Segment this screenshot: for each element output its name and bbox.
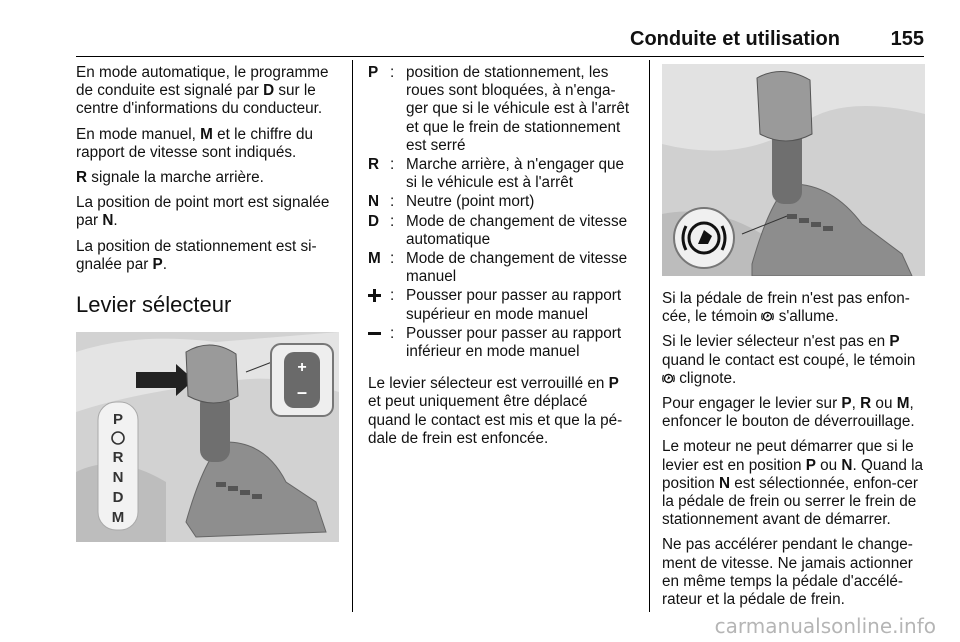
shift-up-label: + [297, 359, 307, 377]
paragraph: En mode manuel, M et le chiffre du rapport de vitesse sont indiqués. [76, 125, 313, 161]
list-item: M : Mode de changement de vitesse manuel [368, 250, 634, 286]
chapter-title: Conduite et utilisation [630, 28, 840, 50]
shift-down-label: – [296, 382, 308, 403]
def-key: M [368, 250, 381, 268]
brake-warning-figure [662, 64, 925, 276]
paragraph: Le levier sélecteur est verrouillé en P et peut uniquement être déplacé quand le contact est mis et que la pé-dale de frein est enfoncée. [368, 375, 623, 447]
list-item: : Pousser pour passer au rapport inférieur en mode manuel [368, 325, 634, 361]
def-value: Neutre (point mort) [406, 193, 535, 211]
def-key: P [368, 64, 379, 81]
def-key: R [368, 156, 380, 174]
gear-label-n: N [112, 469, 124, 487]
paragraph: La position de point mort est signalée par N. [76, 194, 330, 230]
watermark: carmanualsonline.info [714, 614, 936, 638]
list-item: R : Marche arrière, à n'engager que si le véhicule est à l'arrêt [368, 156, 634, 192]
gear-label-r: R [112, 449, 124, 467]
column-2 [368, 64, 634, 455]
list-item: P : position de stationnement, les roues sont bloquées, à n'enga-ger que si le véhicule est à l'arrêt et que le frein de stationnement est serré [368, 64, 634, 155]
paragraph: Si la pédale de frein n'est pas enfon-cée, le témoin s'allume. [662, 290, 910, 326]
gear-knob [757, 71, 812, 141]
brake-warning-icon [662, 372, 675, 385]
column-divider-1 [352, 60, 353, 612]
paragraph: La position de stationnement est si-gnalée par P. [76, 237, 317, 273]
def-value: Mode de changement de vitesse manuel [406, 250, 628, 286]
list-item: N : Neutre (point mort) [368, 193, 634, 211]
page-header [0, 26, 960, 56]
def-value: Mode de changement de vitesse automatique [406, 212, 628, 248]
section-title: Levier sélecteur [76, 292, 232, 318]
column-3 [662, 64, 926, 616]
brake-warning-icon [761, 310, 774, 323]
gear-knob [186, 345, 238, 403]
paragraph: En mode automatique, le programme de conduite est signalé par D sur le centre d'informations du conducteur. [76, 64, 329, 118]
list-item: : Pousser pour passer au rapport supérieur en mode manuel [368, 287, 634, 323]
list-item: D : Mode de changement de vitesse automatique [368, 213, 634, 249]
page-number: 155 [890, 28, 924, 50]
gear-selector-figure [76, 332, 339, 542]
paragraph: Ne pas accélérer pendant le change-ment de vitesse. Ne jamais actionner en même temps la pédale d'accélé-rateur et la pédale de frein. [662, 536, 913, 609]
paragraph: Le moteur ne peut démarrer que si le levier est en position P ou N. Quand la position N est sélectionnée, enfon-cer la pédale de frein ou serrer le frein de stationnement avant de démarrer. [662, 438, 924, 529]
def-key: D [368, 212, 380, 230]
def-key: N [368, 193, 380, 211]
def-value: Pousser pour passer au rapport inférieur en mode manuel [406, 324, 622, 361]
def-value: Marche arrière, à n'engager que si le véhicule est à l'arrêt [406, 156, 625, 192]
minus-icon [368, 325, 390, 361]
column-1 [76, 64, 342, 542]
gear-label-d: D [112, 489, 124, 507]
paragraph: Pour engager le levier sur P, R ou M, enfoncer le bouton de déverrouillage. [662, 395, 915, 431]
plus-icon [368, 287, 390, 323]
def-value: position de stationnement, les roues sont bloquées, à n'enga-ger que si le véhicule est à l'arrêt et que le frein de stationnement est serré [406, 64, 630, 154]
gear-position-list [368, 64, 634, 361]
def-value: Pousser pour passer au rapport supérieur en mode manuel [406, 287, 622, 323]
column-divider-2 [649, 60, 650, 612]
header-rule [76, 56, 924, 57]
gear-label-p: P [112, 411, 124, 429]
paragraph: R signale la marche arrière. [76, 169, 264, 187]
paragraph: Si le levier sélecteur n'est pas en P quand le contact est coupé, le témoin clignote. [662, 333, 916, 387]
gear-label-m: M [111, 509, 125, 527]
